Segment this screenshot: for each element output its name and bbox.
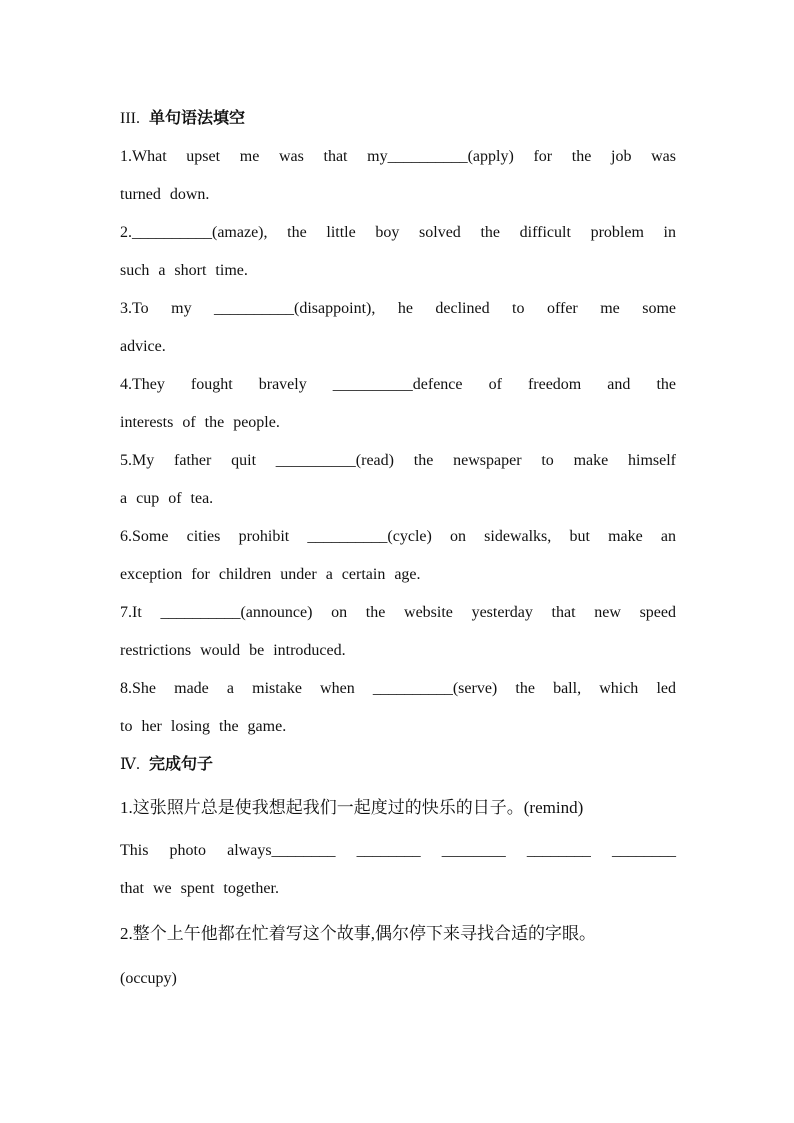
exercise-2-line-1: 2.__________(amaze), the little boy solved the difficult problem in: [120, 224, 676, 241]
section-4-heading: [120, 746, 676, 784]
section-3-title: 单句语法填空: [148, 110, 245, 127]
exercise-8-line-2: to her losing the game.: [120, 718, 287, 735]
translation-1-line-1: This photo always________ ________ ________ ________ ________: [120, 842, 676, 859]
translation-1-line-2: that we spent together.: [120, 880, 279, 897]
exercise-5-line-2: a cup of tea.: [120, 490, 214, 507]
translation-1-prompt: 1.这张照片总是使我想起我们一起度过的快乐的日子。(remind): [120, 798, 584, 817]
exercise-7-line-1: 7.It __________(announce) on the website yesterday that new speed: [120, 604, 676, 621]
exercise-8-line-1: 8.She made a mistake when __________(serve) the ball, which led: [120, 680, 676, 697]
section-3-heading: [120, 100, 676, 138]
exercise-1-line-2: turned down.: [120, 186, 210, 203]
translation-2-prompt: 2.整个上午他都在忙着写这个故事,偶尔停下来寻找合适的字眼。: [120, 924, 596, 943]
exercise-4-line-1: 4.They fought bravely __________defence of freedom and the: [120, 376, 676, 393]
exercise-1-line-1: 1.What upset me was that my__________(apply) for the job was: [120, 148, 676, 165]
exercise-6-line-2: exception for children under a certain age.: [120, 566, 421, 583]
section-4-title: 完成句子: [148, 756, 213, 773]
exercise-2-line-2: such a short time.: [120, 262, 248, 279]
exercise-5-line-1: 5.My father quit __________(read) the newspaper to make himself: [120, 452, 676, 469]
exercise-3-line-2: advice.: [120, 338, 166, 355]
exercise-6-line-1: 6.Some cities prohibit __________(cycle) on sidewalks, but make an: [120, 528, 676, 545]
worksheet-page: [120, 100, 676, 998]
exercise-4-line-2: interests of the people.: [120, 414, 280, 431]
exercise-7-line-2: restrictions would be introduced.: [120, 642, 346, 659]
translation-2-line-2: (occupy): [120, 970, 177, 987]
exercise-3-line-1: 3.To my __________(disappoint), he declined to offer me some: [120, 300, 676, 317]
section-3-numeral: III.: [120, 110, 140, 127]
section-4-numeral: Ⅳ.: [120, 756, 140, 773]
